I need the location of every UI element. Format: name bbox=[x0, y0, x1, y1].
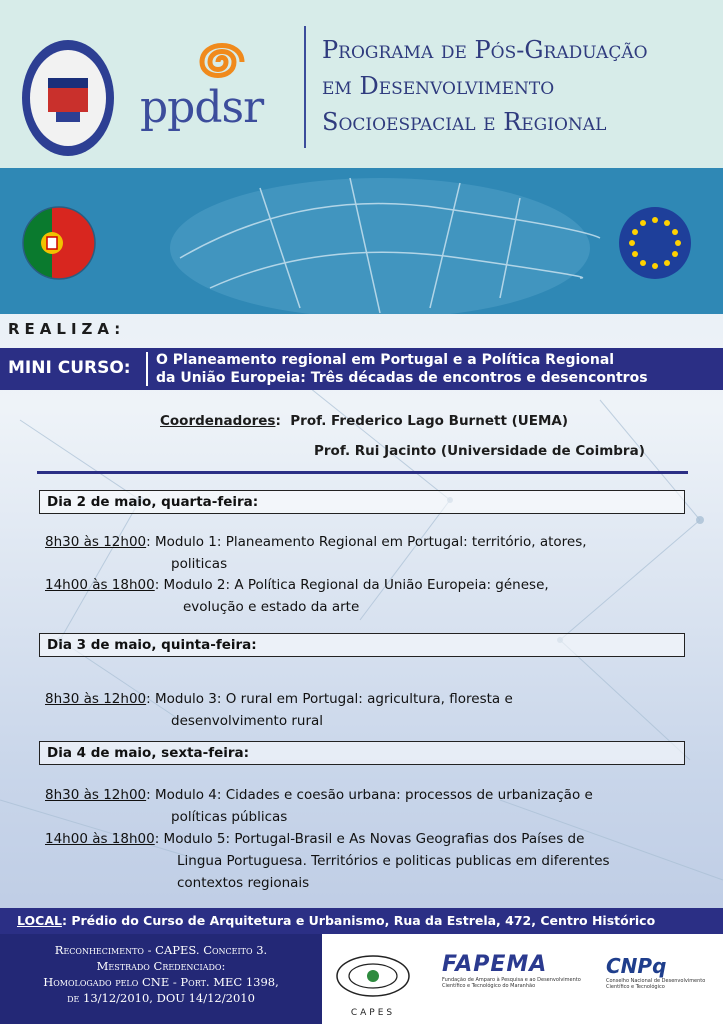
session-desc: : Modulo 1: Planeamento Regional em Portugal: território, atores, bbox=[146, 534, 587, 550]
local-label: LOCAL bbox=[17, 913, 62, 928]
footer-text bbox=[0, 942, 322, 1006]
program-title bbox=[322, 32, 712, 140]
city-map-graphic bbox=[0, 168, 723, 314]
session-desc: : Modulo 2: A Política Regional da União Europeia: génese, bbox=[154, 577, 549, 593]
session-time: 14h00 às 18h00 bbox=[45, 831, 155, 847]
session-desc: : Modulo 3: O rural em Portugal: agricultura, floresta e bbox=[146, 691, 513, 707]
coordenadores-colon: : bbox=[275, 413, 291, 429]
fapema-logo bbox=[442, 952, 582, 989]
mini-curso-title-line-1: O Planeamento regional em Portugal e a Política Regional bbox=[156, 352, 615, 368]
ppdsr-logo bbox=[140, 34, 300, 144]
cnpq-logo bbox=[606, 954, 711, 990]
mini-curso-title-line-2: da União Europeia: Três décadas de encontros e desencontros bbox=[156, 370, 648, 386]
coordenadores-label: Coordenadores bbox=[160, 413, 276, 429]
session-desc-cont: desenvolvimento rural bbox=[171, 713, 324, 729]
header-divider bbox=[304, 26, 306, 148]
local-text bbox=[17, 913, 655, 928]
mini-curso-label: MINI CURSO: bbox=[8, 358, 131, 378]
session-time: 8h30 às 12h00 bbox=[45, 787, 147, 803]
session-time: 8h30 às 12h00 bbox=[45, 691, 147, 707]
section-divider bbox=[37, 471, 688, 474]
mini-curso-title bbox=[156, 351, 648, 387]
local-bar bbox=[0, 908, 723, 934]
session-desc: : Modulo 5: Portugal-Brasil e As Novas Geografias dos Países de bbox=[154, 831, 585, 847]
portugal-flag-icon bbox=[22, 206, 96, 280]
header bbox=[0, 0, 723, 168]
session-1-2 bbox=[45, 574, 549, 618]
footer-line-4: de 13/12/2010, DOU 14/12/2010 bbox=[67, 991, 255, 1005]
day-header-1: Dia 2 de maio, quarta-feira: bbox=[39, 490, 685, 514]
map-banner bbox=[0, 168, 723, 314]
coordenadores-row-2 bbox=[314, 443, 645, 459]
session-desc-cont: Lingua Portuguesa. Territórios e politicas publicas em diferentes bbox=[177, 853, 610, 869]
coordenador-2: Prof. Rui Jacinto (Universidade de Coimbra) bbox=[314, 443, 645, 459]
session-time: 14h00 às 18h00 bbox=[45, 577, 155, 593]
cnpq-name: CNPq bbox=[606, 954, 667, 978]
footer-line-2: Mestrado Credenciado: bbox=[96, 959, 226, 973]
program-line-2: em Desenvolvimento bbox=[322, 72, 555, 100]
session-2-1 bbox=[45, 688, 513, 732]
cnpq-subtitle: Conselho Nacional de Desenvolvimento Científico e Tecnológico bbox=[606, 978, 706, 990]
day-header-2: Dia 3 de maio, quinta-feira: bbox=[39, 633, 685, 657]
realiza-label: REALIZA: bbox=[8, 320, 126, 338]
fapema-name: FAPEMA bbox=[442, 952, 548, 977]
sponsor-logos bbox=[322, 934, 723, 1024]
mini-curso-bar bbox=[0, 348, 723, 390]
footer-line-3: Homologado pelo CNE - Port. MEC 1398, bbox=[43, 975, 279, 989]
session-desc-cont: políticas públicas bbox=[171, 809, 288, 825]
capes-logo bbox=[332, 948, 414, 1018]
day-header-3: Dia 4 de maio, sexta-feira: bbox=[39, 741, 685, 765]
logo-text: ppdsr bbox=[140, 82, 264, 133]
program-line-3: Socioespacial e Regional bbox=[322, 108, 607, 136]
session-desc-cont: politicas bbox=[171, 556, 228, 572]
footer-line-1: Reconhecimento - CAPES. Conceito 3. bbox=[54, 943, 268, 957]
coordenadores-row-1 bbox=[160, 413, 568, 429]
session-1-1 bbox=[45, 531, 587, 575]
session-3-1 bbox=[45, 784, 593, 828]
session-desc-cont: evolução e estado da arte bbox=[183, 599, 360, 615]
program-line-1: Programa de Pós-Graduação bbox=[322, 36, 648, 64]
coordenador-1: Prof. Frederico Lago Burnett (UEMA) bbox=[290, 413, 568, 429]
local-address: : Prédio do Curso de Arquitetura e Urbanismo, Rua da Estrela, 472, Centro Histórico bbox=[61, 913, 656, 928]
session-desc: : Modulo 4: Cidades e coesão urbana: processos de urbanização e bbox=[146, 787, 593, 803]
uema-seal-icon bbox=[20, 38, 116, 158]
eu-flag-icon bbox=[618, 206, 692, 280]
fapema-subtitle: Fundação de Amparo à Pesquisa e ao Desenvolvimento Científico e Tecnológico do Maranhão bbox=[442, 977, 581, 989]
mini-curso-separator bbox=[146, 352, 148, 386]
session-time: 8h30 às 12h00 bbox=[45, 534, 147, 550]
session-desc-cont: contextos regionais bbox=[177, 875, 310, 891]
session-3-2 bbox=[45, 828, 610, 894]
capes-icon bbox=[332, 948, 414, 1004]
footer-accreditation bbox=[0, 934, 322, 1024]
capes-label: CAPES bbox=[350, 1008, 396, 1018]
